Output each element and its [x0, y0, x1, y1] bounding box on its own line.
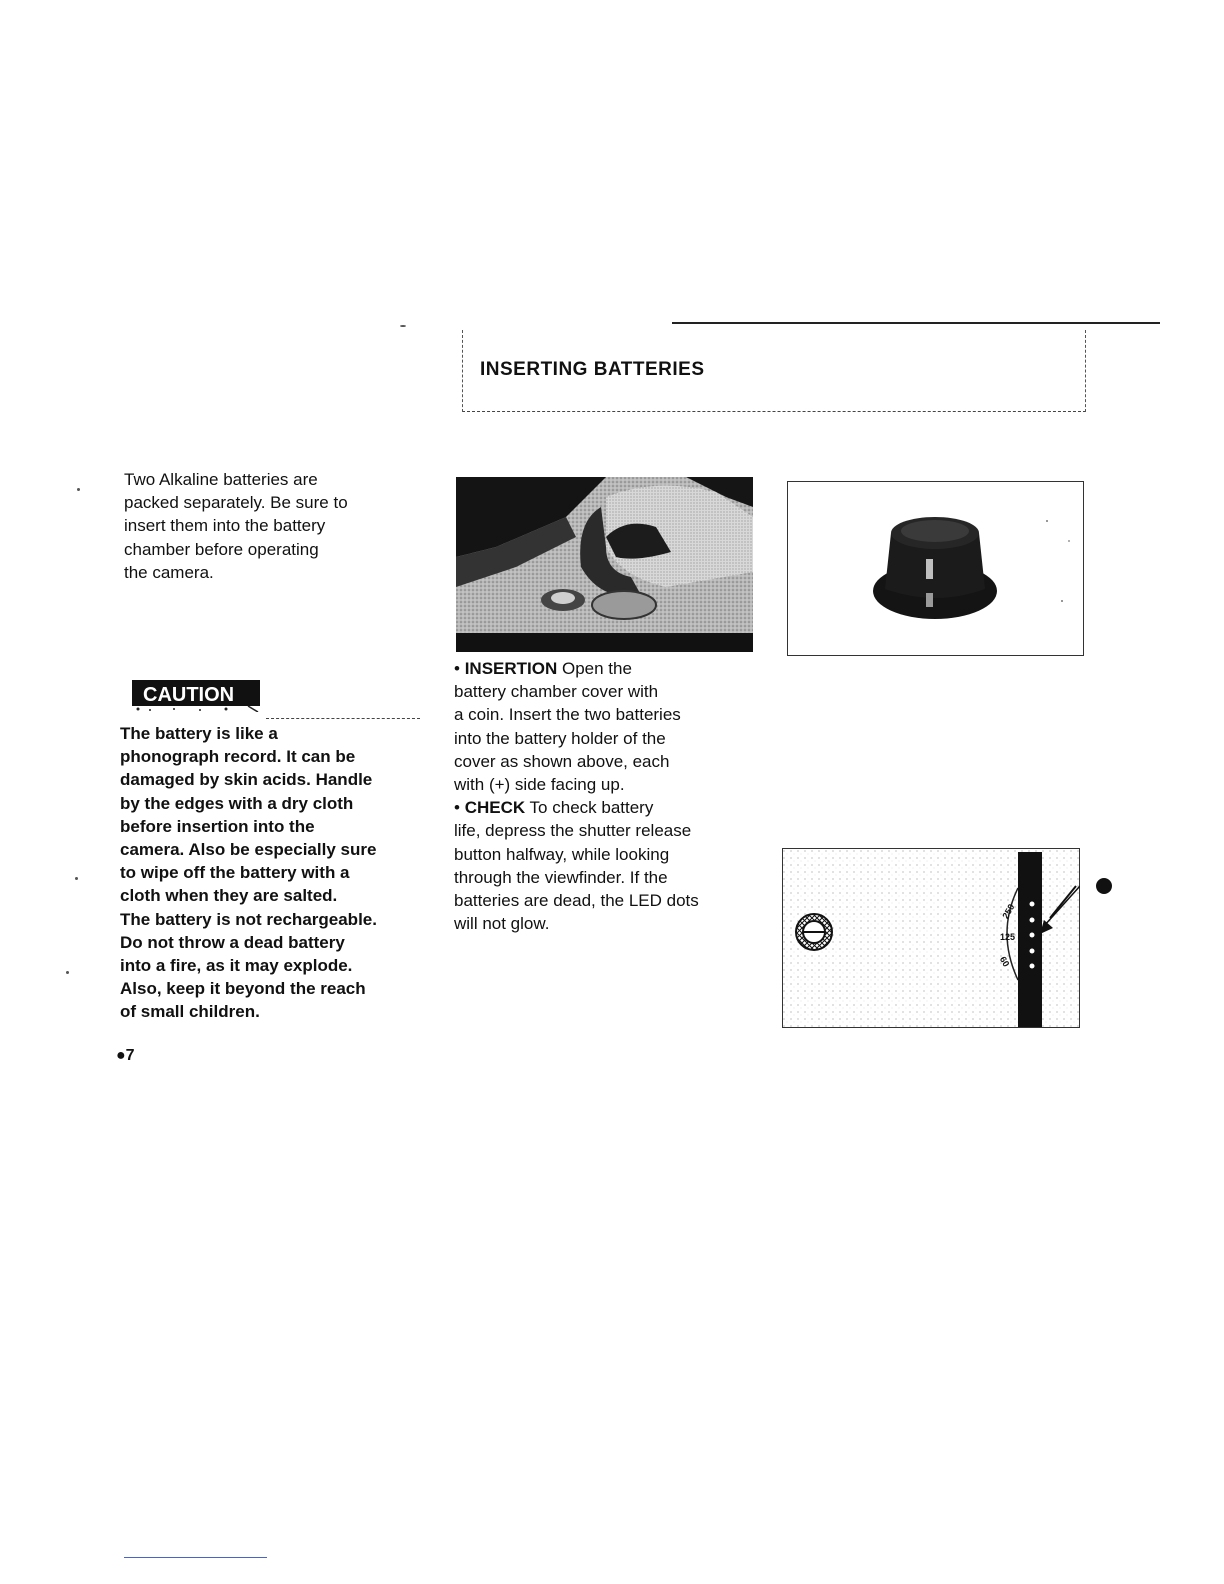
insertion-label: INSERTION	[464, 659, 558, 678]
instructions-paragraph	[454, 657, 764, 935]
caution-badge-graphic	[130, 678, 262, 712]
scan-speck	[77, 488, 80, 491]
check-label: CHECK	[464, 798, 526, 818]
caution-divider	[266, 718, 420, 719]
vf-scale-250: 250	[1000, 902, 1017, 921]
photo-opening-battery-cover	[456, 477, 753, 652]
check-bullet: •	[454, 798, 465, 818]
header-top-rule	[672, 322, 1160, 324]
page-title: INSERTING BATTERIES	[480, 359, 705, 380]
vf-scale-60: 60	[997, 954, 1012, 969]
scan-speck	[66, 971, 69, 974]
page-number: ●7	[116, 1047, 135, 1064]
caution-paragraph: The battery is like a phonograph record. It can be damaged by skin acids. Handle by the edges with a dry cloth before insertion into the camera. Also be especially sure to wipe off the battery with a cloth when they are salted. The battery is not rechargeable. Do not throw a dead battery into a fire, as it may explode. Also, keep it beyond the reach of small children.	[120, 724, 377, 1022]
battery-cover-illustration	[787, 481, 1084, 656]
check-text: To check battery life, depress the shutter release button halfway, while looking through the viewfinder. If the batteries are dead, the LED dots will not glow.	[454, 798, 699, 934]
pointer-dot	[1096, 878, 1112, 894]
caution-badge-label: CAUTION	[143, 684, 235, 706]
vf-scale-125: 125	[1000, 932, 1016, 942]
intro-paragraph: Two Alkaline batteries are packed separately. Be sure to insert them into the battery chamber before operating the camera.	[124, 470, 348, 582]
caution-badge	[130, 678, 262, 712]
viewfinder-diagram	[782, 848, 1080, 1028]
insertion-text: Open the battery chamber cover with a coin. Insert the two batteries into the battery holder of the cover as shown above, each with (+) side facing up.	[454, 659, 681, 795]
bottom-rule	[124, 1557, 267, 1558]
scan-speck	[75, 877, 78, 880]
insertion-bullet: •	[454, 659, 465, 678]
scan-speck	[400, 325, 406, 327]
